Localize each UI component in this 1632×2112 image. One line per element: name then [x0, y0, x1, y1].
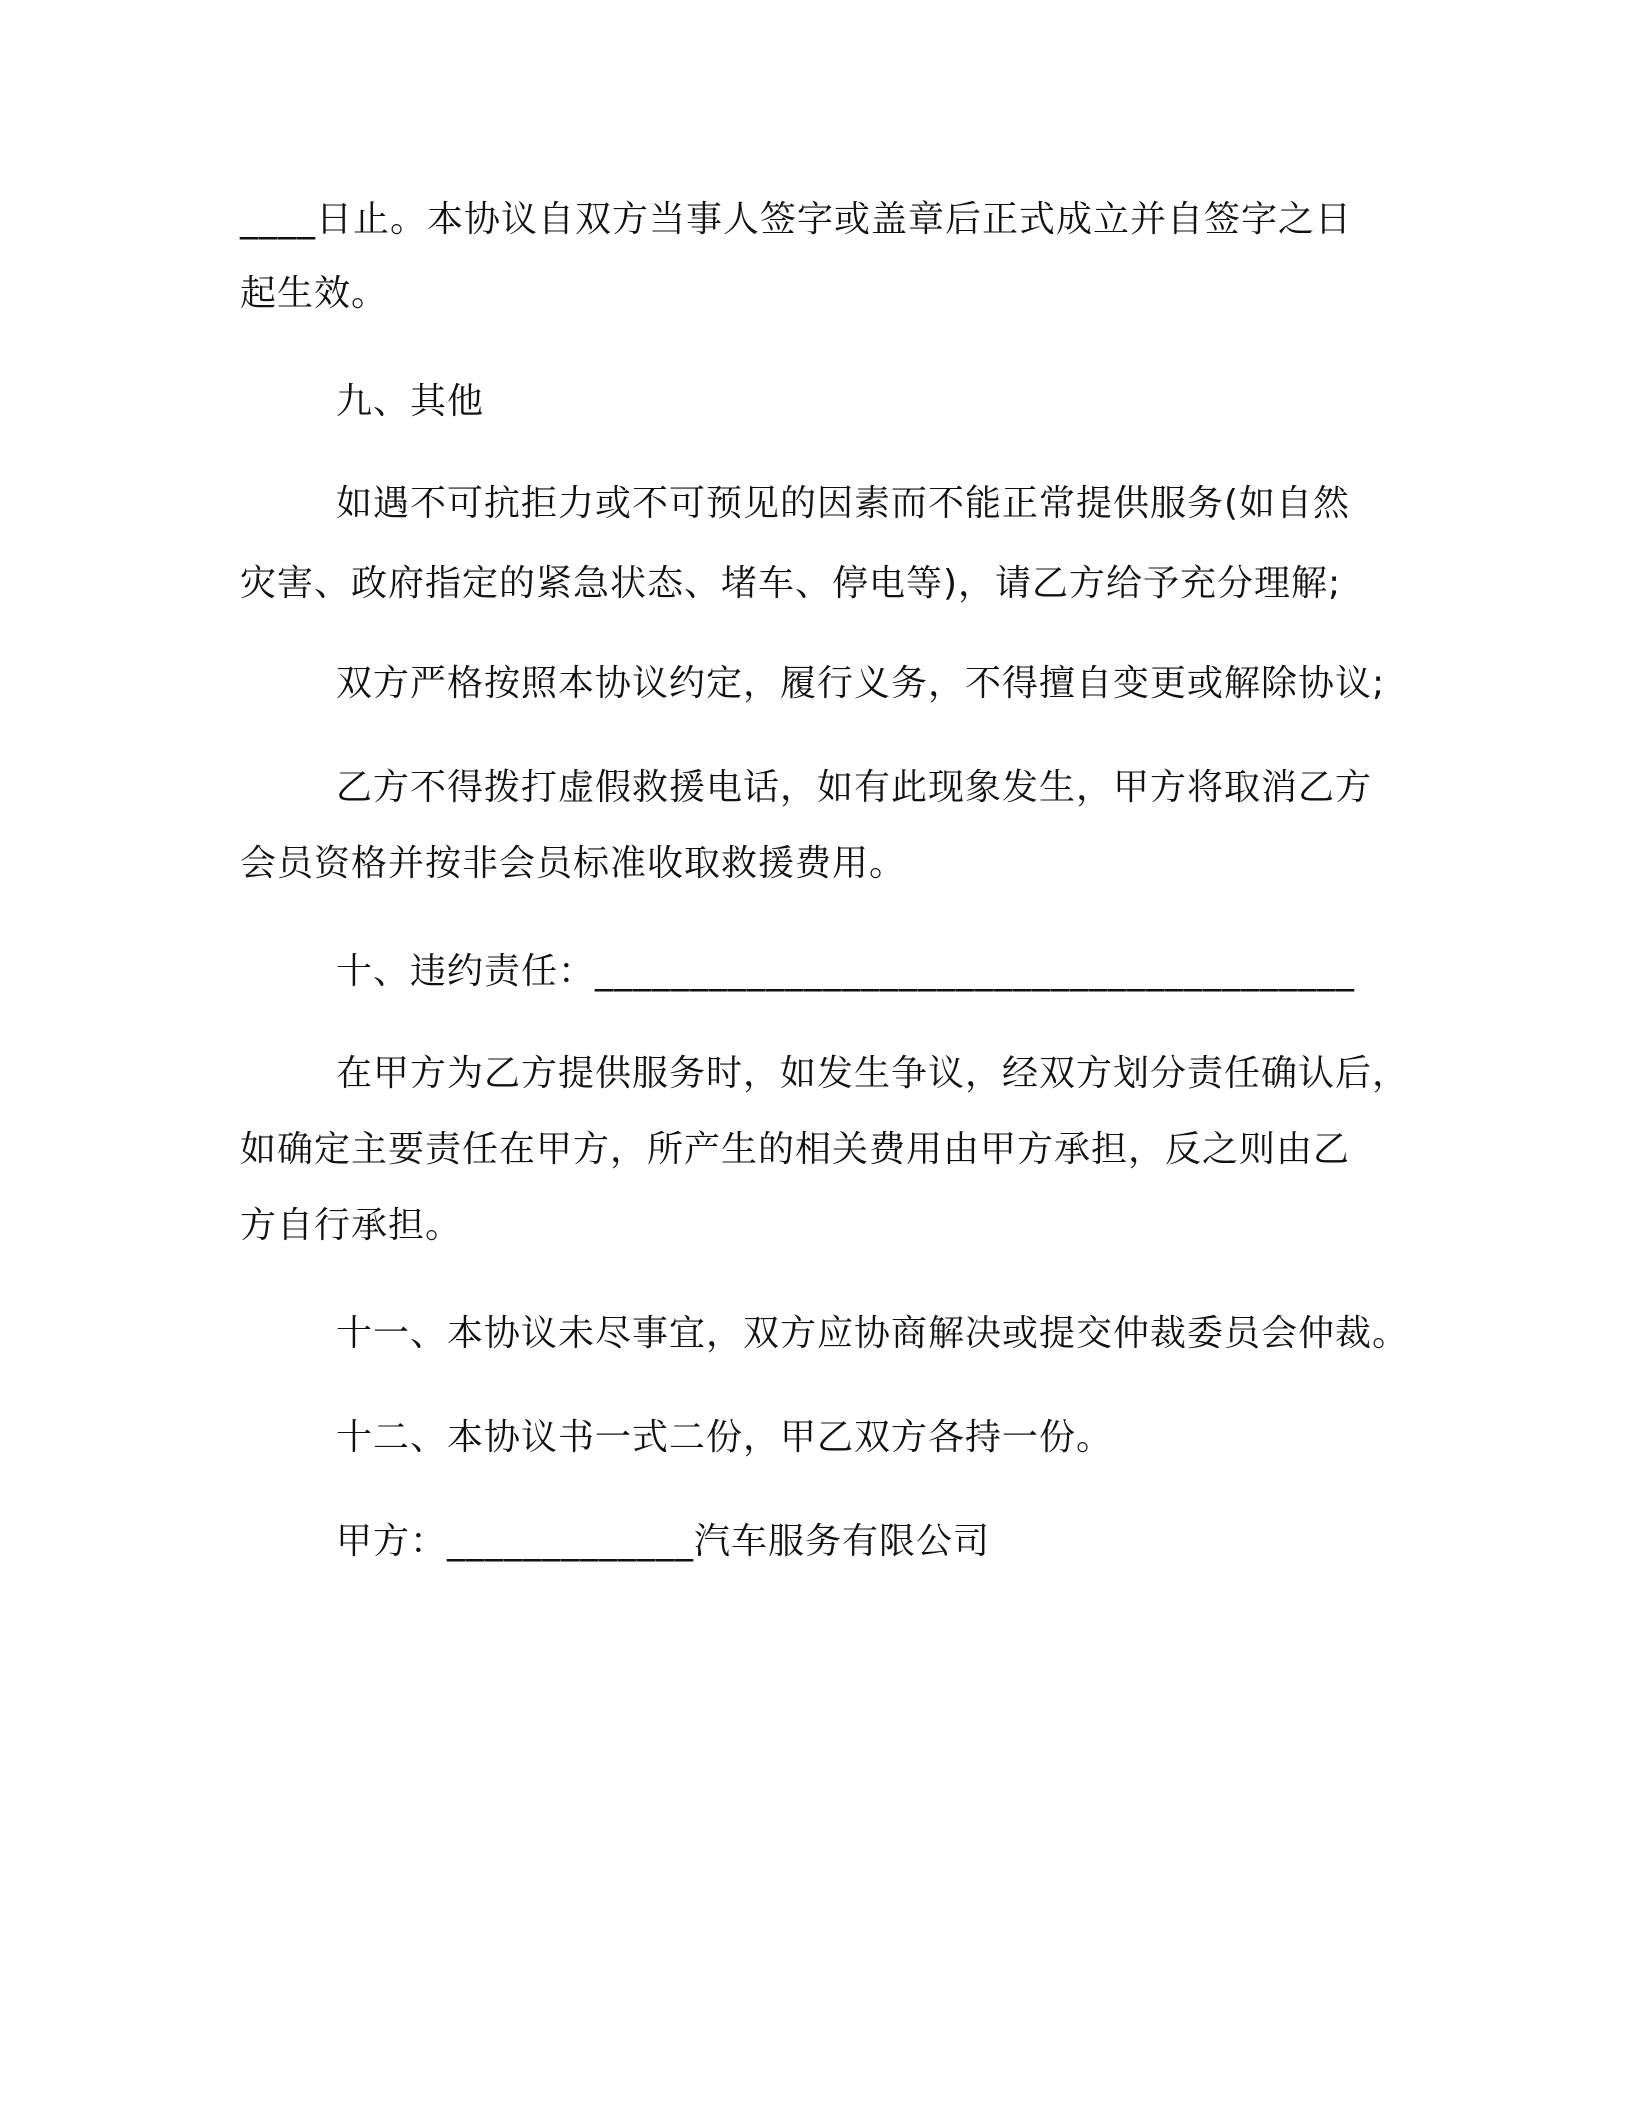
section-heading-other: 九、其他 — [336, 381, 485, 422]
section-heading-copies: 十二、本协议书一式二份，甲乙双方各持一份。 — [336, 1417, 1114, 1458]
text-line-dispute-1: 在甲方为乙方提供服务时，如发生争议，经双方划分责任确认后， — [336, 1053, 1410, 1094]
text-line-force-majeure-1: 如遇不可抗拒力或不可预见的因素而不能正常提供服务(如自然 — [336, 483, 1351, 524]
text-line-force-majeure-2: 灾害、政府指定的紧急状态、堵车、停电等)，请乙方给予充分理解; — [240, 563, 1342, 604]
party-a-signature-line: 甲方：_____________汽车服务有限公司 — [336, 1521, 991, 1562]
text-line-term-end: ____日止。本协议自双方当事人签字或盖章后正式成立并自签字之日 — [240, 199, 1353, 240]
text-line-false-calls-1: 乙方不得拨打虚假救援电话，如有此现象发生，甲方将取消乙方 — [336, 767, 1373, 808]
text-line-false-calls-2: 会员资格并按非会员标准收取救援费用。 — [240, 843, 907, 884]
text-line-dispute-3: 方自行承担。 — [240, 1205, 463, 1246]
text-line-dispute-2: 如确定主要责任在甲方，所产生的相关费用由甲方承担，反之则由乙 — [240, 1129, 1351, 1170]
text-line-effective: 起生效。 — [240, 273, 389, 314]
text-line-obligations: 双方严格按照本协议约定，履行义务，不得擅自变更或解除协议; — [336, 663, 1386, 704]
section-heading-liability: 十、违约责任：________________________________________ — [336, 951, 1356, 992]
section-heading-matters: 十一、本协议未尽事宜，双方应协商解决或提交仲裁委员会仲裁。 — [336, 1313, 1410, 1354]
